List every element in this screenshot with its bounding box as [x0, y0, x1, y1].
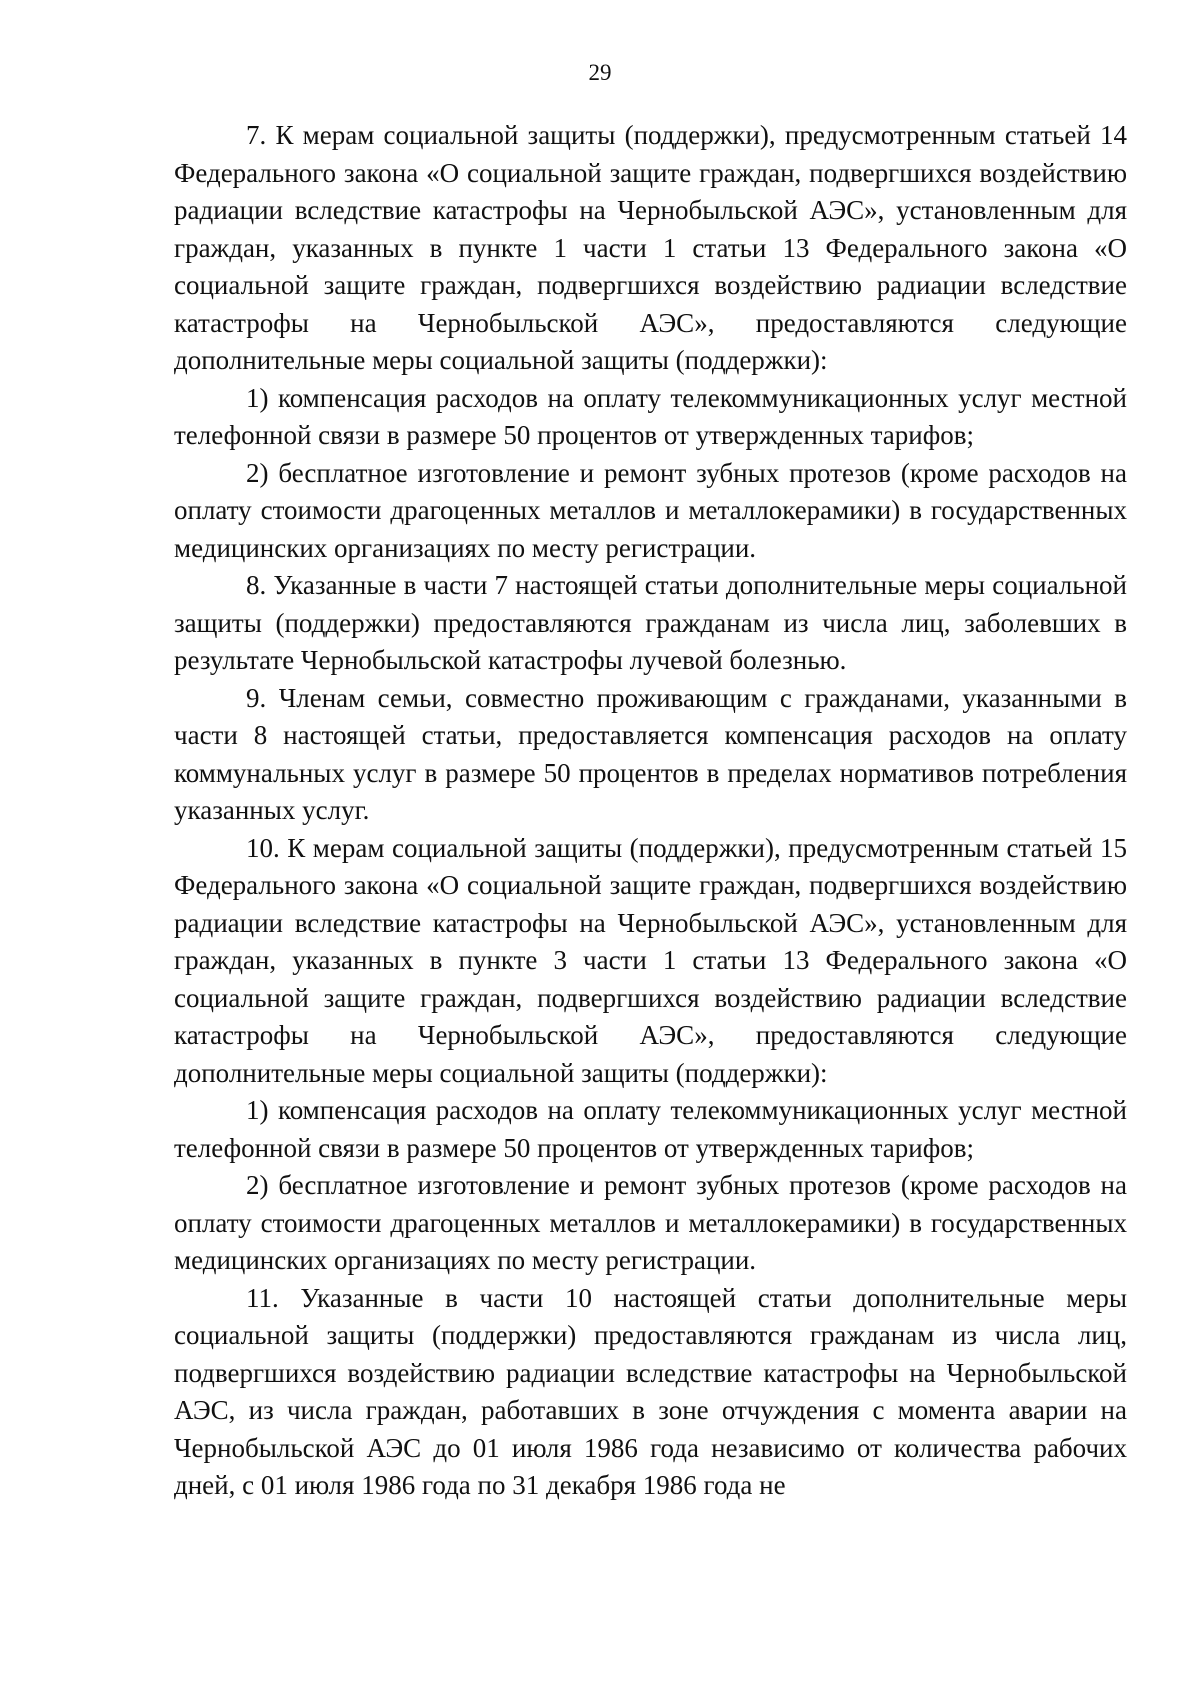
paragraph-part-9: 9. Членам семьи, совместно проживающим с гражданами, указанными в части 8 настоящей статьи, предоставляется компенсация расходов на оплату коммунальных услуг в размере 50 процентов в пределах нормативов потребления указанных услуг.: [174, 682, 1127, 825]
paragraph-part-7-item-2: 2) бесплатное изготовление и ремонт зубных протезов (кроме расходов на оплату стоимости драгоценных металлов и металлокерамики) в государственных медицинских организациях по месту регистрации.: [174, 457, 1127, 563]
paragraph-part-7: 7. К мерам социальной защиты (поддержки), предусмотренным статьей 14 Федерального закона «О социальной защите граждан, подвергшихся воздействию радиации вследствие катастрофы на Чернобыльской АЭС», установленным для граждан, указанных в пункте 1 части 1 статьи 13 Федерального закона «О социальной защите граждан, подвергшихся воздействию радиации вследствие катастрофы на Чернобыльской АЭС», предоставляются следующие дополнительные меры социальной защиты (поддержки):: [174, 120, 1127, 375]
document-body: [174, 117, 1127, 1505]
paragraph-part-11: 11. Указанные в части 10 настоящей статьи дополнительные меры социальной защиты (поддержки) предоставляются гражданам из числа лиц, подвергшихся воздействию радиации вследствие катастрофы на Чернобыльской АЭС, из числа граждан, работавших в зоне отчуждения с момента аварии на Чернобыльской АЭС до 01 июля 1986 года независимо от количества рабочих дней, с 01 июля 1986 года по 31 декабря 1986 года не: [174, 1282, 1127, 1500]
paragraph-part-7-item-1: 1) компенсация расходов на оплату телекоммуникационных услуг местной телефонной связи в размере 50 процентов от утвержденных тарифов;: [174, 382, 1127, 450]
paragraph-part-8: 8. Указанные в части 7 настоящей статьи дополнительные меры социальной защиты (поддержки) предоставляются гражданам из числа лиц, заболевших в результате Чернобыльской катастрофы лучевой болезнью.: [174, 570, 1127, 675]
paragraph-part-10-item-2: 2) бесплатное изготовление и ремонт зубных протезов (кроме расходов на оплату стоимости драгоценных металлов и металлокерамики) в государственных медицинских организациях по месту регистрации.: [174, 1170, 1127, 1275]
paragraph-part-10-item-1: 1) компенсация расходов на оплату телекоммуникационных услуг местной телефонной связи в размере 50 процентов от утвержденных тарифов;: [174, 1095, 1127, 1163]
paragraph-part-10: 10. К мерам социальной защиты (поддержки), предусмотренным статьей 15 Федерального закона «О социальной защите граждан, подвергшихся воздействию радиации вследствие катастрофы на Чернобыльской АЭС», установленным для граждан, указанных в пункте 3 части 1 статьи 13 Федерального закона «О социальной защите граждан, подвергшихся воздействию радиации вследствие катастрофы на Чернобыльской АЭС», предоставляются следующие дополнительные меры социальной защиты (поддержки):: [174, 832, 1127, 1088]
page-number: 29: [588, 60, 612, 85]
